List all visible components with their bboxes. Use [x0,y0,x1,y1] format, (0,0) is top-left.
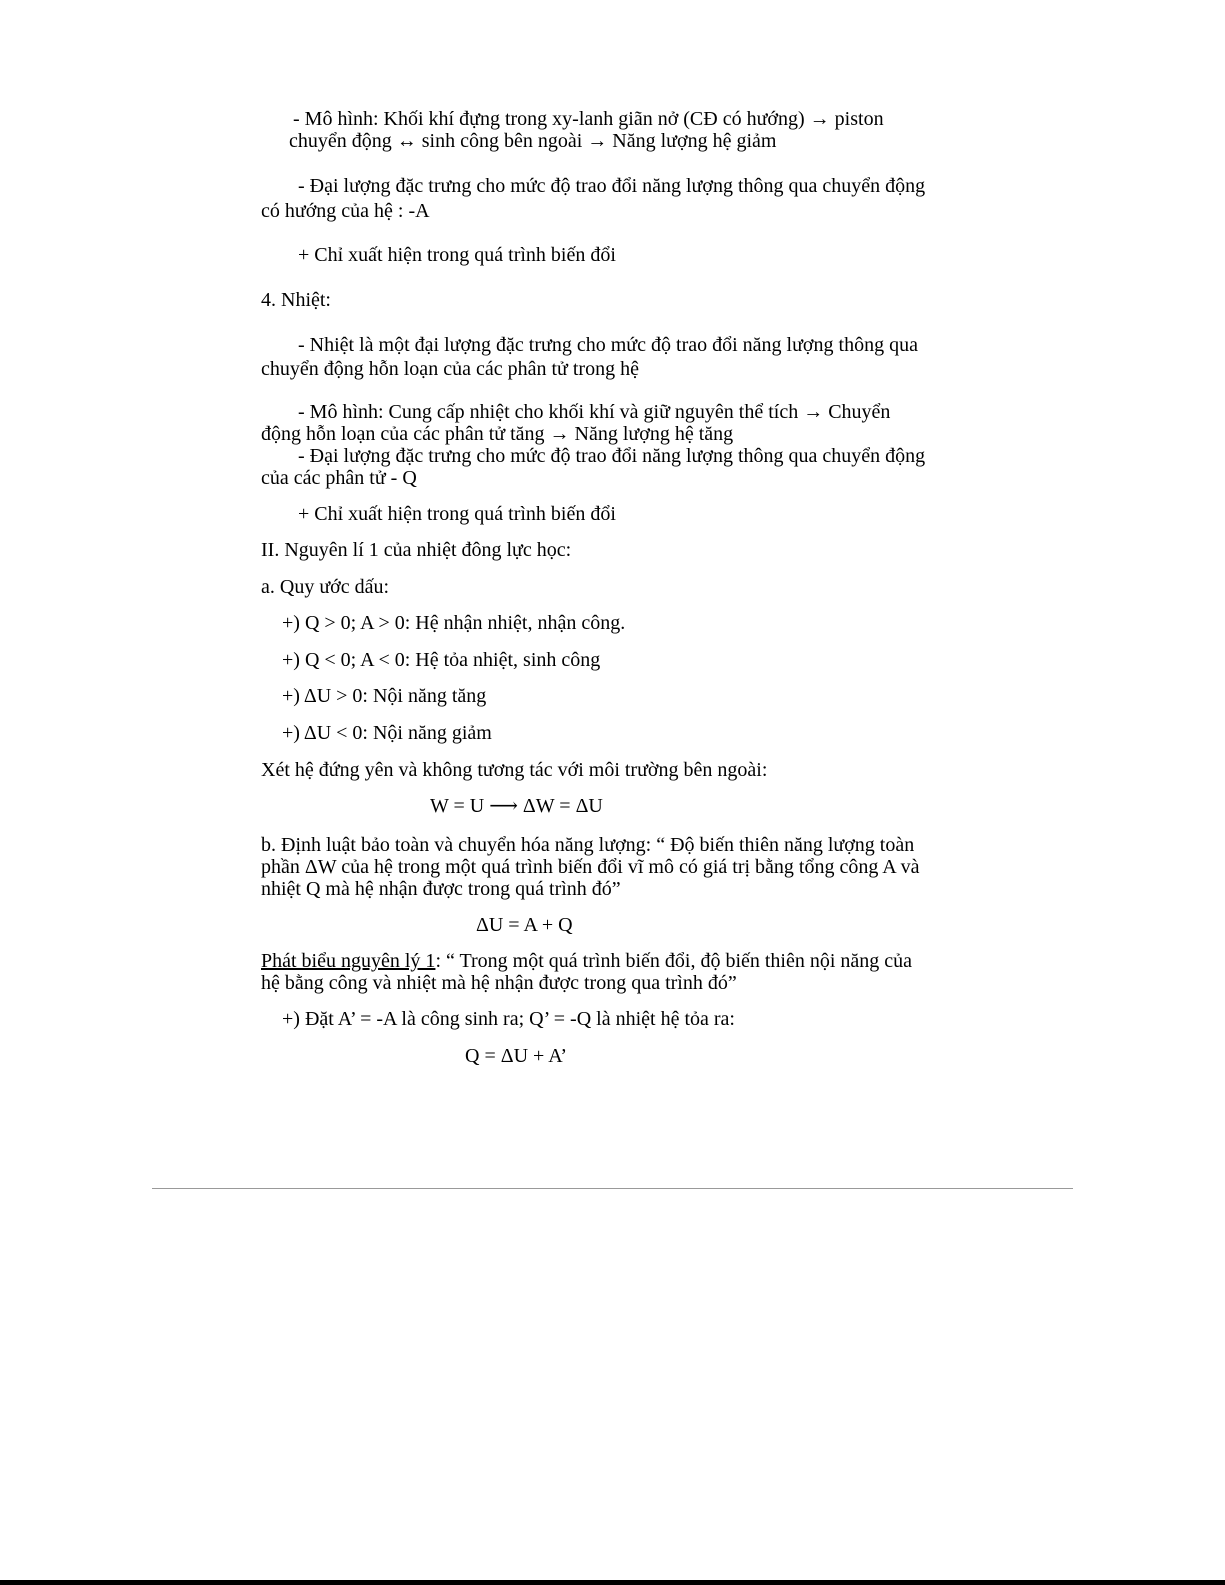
statement-line1-text: : “ Trong một quá trình biến đổi, độ biến thiên nội năng của [435,950,913,972]
sign-rule-item: +) Q > 0; A > 0: Hệ nhận nhiệt, nhận công. [282,612,626,634]
section3-note: + Chỉ xuất hiện trong quá trình biến đổi [298,244,616,266]
set-note: +) Đặt A’ = -A là công sinh ra; Q’ = -Q là nhiệt hệ tỏa ra: [282,1008,735,1030]
law-text-line2: phần ΔW của hệ trong một quá trình biến đổi vĩ mô có giá trị bằng tổng công A và [261,856,920,878]
sign-convention-heading: a. Quy ước dấu: [261,576,390,598]
section4-quantity-line1: - Đại lượng đặc trưng cho mức độ trao đổi năng lượng thông qua chuyển động [298,445,926,467]
section3-model-line2: chuyển động ↔ sinh công bên ngoài → Năng lượng hệ giảm [289,130,777,152]
bottom-edge-bar [0,1580,1225,1585]
sign-rule-item: +) ΔU < 0: Nội năng giảm [282,722,492,744]
part2-heading: II. Nguyên lí 1 của nhiệt đông lực học: [261,539,572,561]
section4-definition-line2: chuyển động hỗn loạn của các phân tử trong hệ [261,358,639,380]
section4-quantity-line2: của các phân tử - Q [261,467,417,489]
formula-first-law: ΔU = A + Q [476,914,573,936]
section4-heading: 4. Nhiệt: [261,289,331,311]
statement-line1 [261,950,912,972]
page-divider [152,1188,1073,1189]
section3-quantity-line2: có hướng của hệ : -A [261,200,430,222]
formula-heat: Q = ΔU + A’ [465,1045,568,1067]
statement-line2: hệ bằng công và nhiệt mà hệ nhận được trong qua trình đó” [261,972,737,994]
formula-energy: W = U ⟶ ΔW = ΔU [430,795,603,817]
section4-note: + Chỉ xuất hiện trong quá trình biến đổi [298,503,616,525]
sign-rule-item: +) Q < 0; A < 0: Hệ tỏa nhiệt, sinh công [282,649,601,671]
section3-quantity-line1: - Đại lượng đặc trưng cho mức độ trao đổi năng lượng thông qua chuyển động [298,175,926,197]
system-note: Xét hệ đứng yên và không tương tác với môi trường bên ngoài: [261,759,768,781]
sign-rule-item: +) ΔU > 0: Nội năng tăng [282,685,487,707]
law-text-line3: nhiệt Q mà hệ nhận được trong quá trình đó” [261,878,621,900]
law-text-line1: b. Định luật bảo toàn và chuyển hóa năng lượng: “ Độ biến thiên năng lượng toàn [261,834,915,856]
statement-label: Phát biểu nguyên lý 1 [261,950,436,972]
section4-model-line1: - Mô hình: Cung cấp nhiệt cho khối khí và giữ nguyên thể tích → Chuyển [298,401,891,423]
section4-model-line2: động hỗn loạn của các phân tử tăng → Năng lượng hệ tăng [261,423,734,445]
section4-definition-line1: - Nhiệt là một đại lượng đặc trưng cho mức độ trao đổi năng lượng thông qua [298,334,918,356]
section3-model-line1: - Mô hình: Khối khí đựng trong xy-lanh giãn nở (CĐ có hướng) → piston [293,108,884,130]
